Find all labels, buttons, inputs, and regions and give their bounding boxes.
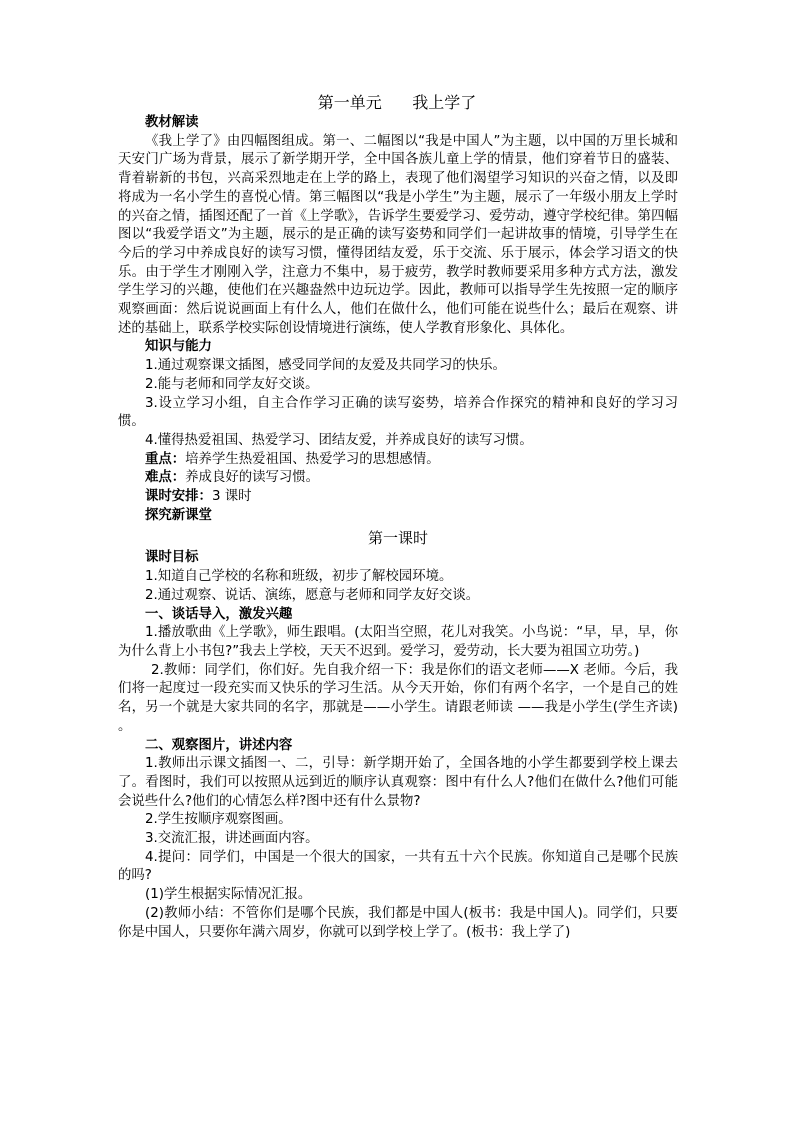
- part2-item: 1.教师出示课文插图一、二，引导：新学期开始了，全国各地的小学生都要到学校上课去了。看图时，我们可以按照从远到近的顺序认真观察：图中有什么人?他们在做什么?他们可能会说些什么?他们的心情怎么样?图中还有什么景物?: [118, 756, 678, 809]
- key-point-text: 培养学生热爱祖国、热爱学习的思想感情。: [185, 451, 440, 467]
- part2-item: (1)学生根据实际情况汇报。: [145, 887, 312, 903]
- intro-paragraph: 《我上学了》由四幅图组成。第一、二幅图以“我是中国人”为主题，以中国的万里长城和天安门广场为背景，展示了新学期开学，全中国各族儿童上学的情景，他们穿着节日的盛装、背着崭新的书包，兴高采烈地走在上学的路上，表现了他们渴望学习知识的兴奋之情，以及即将成为一名小学生的喜悦心情。第三幅图以“我是小学生”为主题，展示了一年级小朋友上学时的兴奋之情，插图还配了一首《上学歌》，告诉学生要爱学习、爱劳动，遵守学校纪律。第四幅图以“我爱学语文”为主题，展示的是正确的读写姿势和同学们一起讲故事的情境，引导学生在今后的学习中养成良好的读写习惯，懂得团结友爱，乐于交流、乐于展示，体会学习语文的快乐。由于学生才刚刚入学，注意力不集中，易于疲劳，教学时教师要采用多种方式方法，激发学生学习的兴趣，使他们在兴趣盎然中边玩边学。因此，教师可以指导学生先按照一定的顺序观察画面：然后说说画面上有什么人，他们在做什么，他们可能在说些什么；最后在观察、讲述的基础上，联系学校实际创设情境进行演练，使人学教育形象化、具体化。: [118, 133, 678, 336]
- key-point-line: [118, 451, 678, 470]
- schedule-label: 课时安排：: [145, 489, 212, 505]
- ability-item: 3.设立学习小组，自主合作学习正确的读写姿势，培养合作探究的精神和良好的学习习惯。: [118, 395, 678, 430]
- ability-item: 2.能与老师和同学友好交谈。: [145, 376, 319, 392]
- lesson-title: 第一课时: [367, 529, 428, 548]
- difficulty-text: 养成良好的读写习惯。: [185, 470, 320, 486]
- schedule-text: 3 课时: [211, 489, 252, 505]
- part2-item: 4.提问：同学们，中国是一个很大的国家，一共有五十六个民族。你知道自己是哪个民族的吗?: [118, 849, 678, 884]
- key-point-label: 重点：: [145, 451, 186, 467]
- document-body: [118, 114, 678, 942]
- difficulty-line: [118, 469, 678, 488]
- part2-item: 2.学生按顺序观察图画。: [145, 812, 292, 828]
- section-heading-explore: 探究新课堂: [145, 507, 212, 523]
- part2-item: 3.交流汇报，讲述画面内容。: [145, 831, 319, 847]
- ability-item: 4.懂得热爱祖国、热爱学习、团结友爱，并养成良好的读写习惯。: [145, 432, 533, 448]
- section-heading-ability: 知识与能力: [145, 339, 212, 355]
- part1-heading: 一、谈话导入，激发兴趣: [145, 606, 293, 622]
- goal-item: 2.通过观察、说话、演练，愿意与老师和同学友好交谈。: [145, 587, 480, 603]
- page-title: 第一单元 我上学了: [317, 93, 477, 112]
- section-heading-goals: 课时目标: [145, 550, 199, 566]
- difficulty-label: 难点：: [145, 470, 186, 486]
- schedule-line: [118, 488, 678, 507]
- part2-item: (2)教师小结：不管你们是哪个民族，我们都是中国人(板书：我是中国人)。同学们，只要你是中国人，只要你年满六周岁，你就可以到学校上学了。(板书：我上学了): [118, 905, 678, 940]
- part2-heading: 二、观察图片，讲述内容: [145, 737, 293, 753]
- part1-item: 2.教师：同学们，你们好。先自我介绍一下：我是你们的语文老师——X 老师。今后，我们将一起度过一段充实而又快乐的学习生活。从今天开始，你们有两个名字，一个是自己的姓名，另一个就是大家共同的名字，那就是——小学生。请跟老师读 ——我是小学生(学生齐读) 。: [118, 662, 678, 734]
- ability-item: 1.通过观察课文插图，感受同学间的友爱及共同学习的快乐。: [145, 358, 506, 374]
- part1-item: 1.播放歌曲《上学歌》，师生跟唱。(太阳当空照，花儿对我笑。小鸟说：“早，早，早，你为什么背上小书包?”我去上学校，天天不迟到。爱学习，爱劳动，长大要为祖国立功劳。): [118, 625, 678, 659]
- goal-item: 1.知道自己学校的名称和班级，初步了解校园环境。: [145, 569, 453, 585]
- section-heading-material: 教材解读: [145, 115, 199, 130]
